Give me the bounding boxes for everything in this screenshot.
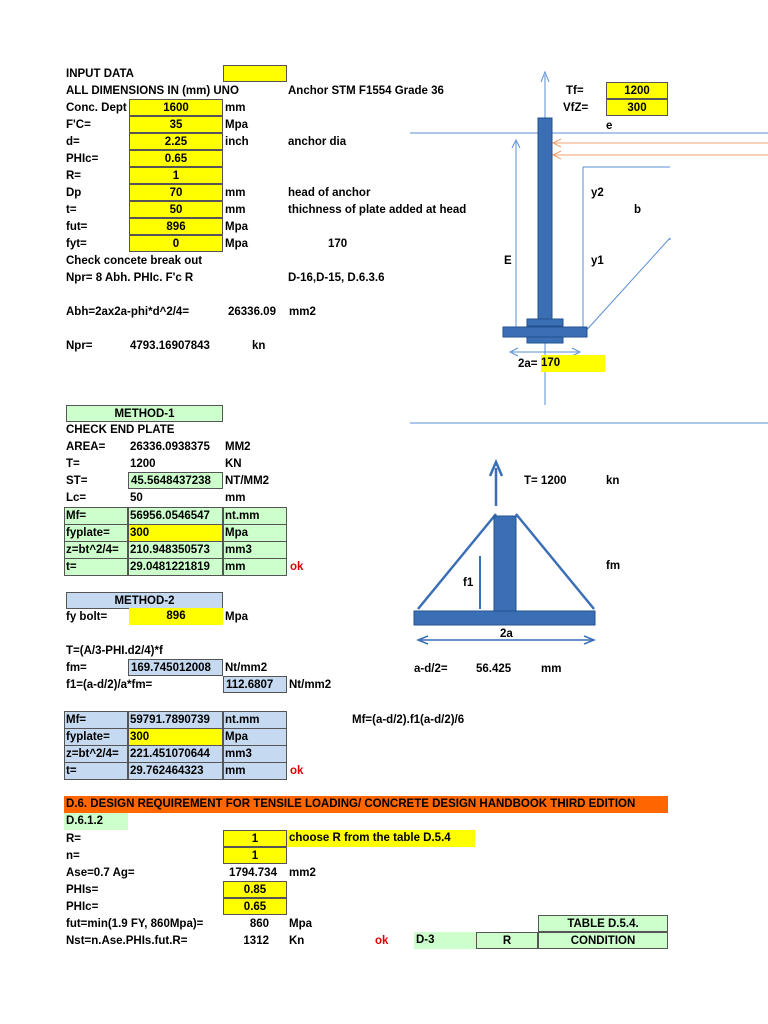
npr-unit: kn [252,340,266,352]
t2-value: 29.762464323 [130,765,204,777]
ok-status-2: ok [290,765,304,777]
label-2a: 2a= [518,358,538,370]
row-unit: inch [225,136,249,148]
label-y1: y1 [591,255,604,267]
check-breakout: Check concete break out [66,255,203,267]
check-end-plate: CHECK END PLATE [66,424,175,436]
phis-label: PHIs= [66,884,99,896]
t-unit: mm [225,561,246,573]
mf2-label: Mf= [66,714,87,726]
anchor-washer [527,337,563,343]
row-unit: mm [225,187,246,199]
ad-value: 56.425 [476,663,512,675]
z-value: 210.948350573 [130,544,210,556]
row-unit: Mpa [225,238,248,250]
mf-label: Mf= [66,510,87,522]
row-label: R= [66,170,82,182]
label-b: b [634,204,642,216]
input-t[interactable]: 50 [129,201,223,218]
d6-r-label: R= [66,833,82,845]
t2-label: t= [66,765,77,777]
area-value: 26336.0938375 [130,441,210,453]
z-unit: mm3 [225,544,252,556]
row-unit: Mpa [225,119,248,131]
label-e: e [606,120,613,132]
z2-label: z=bt^2/4= [66,748,119,760]
row-note: head of anchor [288,187,371,199]
area-unit: MM2 [225,441,251,453]
ok-status: ok [290,561,304,573]
table-d54-title: TABLE D.5.4. [538,915,668,932]
lc-unit: mm [225,492,246,504]
label-E: E [504,255,512,267]
lc-label: Lc= [66,492,87,504]
fut-unit: Mpa [289,918,312,930]
diagram2-T: T= 1200 [524,475,567,487]
fut-value: 860 [249,918,269,930]
row-note: 170 [328,238,348,250]
fybolt-unit: Mpa [225,611,248,623]
ase-unit: mm2 [289,867,316,879]
t2-unit: mm [225,765,246,777]
ad-label: a-d/2= [414,663,448,675]
input-d[interactable]: 2.25 [129,133,223,150]
input-phic-d6[interactable]: 0.65 [223,898,287,915]
label-fm: fm [606,560,621,572]
nst-label: Nst=n.Ase.PHIs.fut.R= [66,935,188,947]
st-value: 45.5648437238 [128,472,223,489]
t-formula: T=(A/3-PHI.d2/4)*f [66,645,163,657]
ad-unit: mm [541,663,562,675]
ase-label: Ase=0.7 Ag= [66,867,135,879]
fyplate-label: fyplate= [66,527,110,539]
table-col-r: R [476,932,538,949]
method2-title: METHOD-2 [66,592,223,609]
anchor-nut [527,319,563,326]
z2-unit: mm3 [225,748,252,760]
row-note: thichness of plate added at head [288,204,467,216]
nst-unit: Kn [289,935,305,947]
z-label: z=bt^2/4= [66,544,119,556]
npr-reference: D-16,D-15, D.6.3.6 [288,272,385,284]
anchor-head-plate [503,327,587,337]
T-unit: KN [225,458,242,470]
phic-label: PHIc= [66,901,99,913]
table-col-condition: CONDITION [538,932,668,949]
d6-r-note: choose R from the table D.5.4 [287,830,475,847]
ase-value: 1794.734 [229,867,277,879]
abh-unit: mm2 [289,306,316,318]
mf-unit: nt.mm [225,510,260,522]
lc-value: 50 [130,492,143,504]
mf2-unit: nt.mm [225,714,260,726]
T-label: T= [66,458,80,470]
diagram2-T-unit: kn [606,475,620,487]
input-title: INPUT DATA [66,68,134,80]
mf2-formula: Mf=(a-d/2).f1(a-d/2)/6 [352,714,465,726]
row-unit: mm [225,102,246,114]
table-col-d3: D-3 [414,932,476,949]
input-conc-depth[interactable]: 1600 [129,99,223,116]
dimensions-note: ALL DIMENSIONS IN (mm) UNO [66,85,239,97]
row-note: anchor dia [288,136,347,148]
fyplate2-label: fyplate= [66,731,110,743]
row-label: d= [66,136,80,148]
input-r[interactable]: 1 [129,167,223,184]
input-fc[interactable]: 35 [129,116,223,133]
end-plate [414,611,595,625]
npr-formula: Npr= 8 Abh. PHIc. F'c R [66,272,194,284]
mf2-value: 59791.7890739 [130,714,210,726]
fm-value: 169.745012008 [128,659,223,676]
label-f1: f1 [463,577,474,589]
input-fyplate-2[interactable]: 300 [130,731,150,743]
row-unit: Mpa [225,221,248,233]
st-unit: NT/MM2 [225,475,270,487]
input-phis[interactable]: 0.85 [223,881,287,898]
npr-label: Npr= [66,340,93,352]
T-value: 1200 [130,458,156,470]
ok-status-3: ok [375,935,389,947]
input-phic[interactable]: 0.65 [129,150,223,167]
label-y2: y2 [591,187,604,199]
input-vfz[interactable]: 300 [606,99,668,116]
input-fyplate-1[interactable]: 300 [130,527,150,539]
anchor-spec: Anchor STM F1554 Grade 36 [288,85,444,97]
row-label: t= [66,204,77,216]
npr-value: 4793.16907843 [130,340,210,352]
input-d6-n[interactable]: 1 [223,847,287,864]
t-value: 29.0481221819 [130,561,210,573]
area-label: AREA= [66,441,106,453]
nst-value: 1312 [243,935,269,947]
row-label: fyt= [66,238,87,250]
anchor-rod [538,118,552,324]
fyplate-unit: Mpa [225,527,248,539]
f1-unit: Nt/mm2 [289,679,332,691]
vfz-label: VfZ= [563,102,589,114]
d6-n-label: n= [66,850,80,862]
f1-value: 112.6807 [223,676,287,693]
row-label: fut= [66,221,88,233]
abh-value: 26336.09 [228,306,276,318]
fm-unit: Nt/mm2 [225,662,268,674]
label-2a-plate: 2a [500,628,513,640]
row-label: F'C= [66,119,91,131]
row-label: Dp [66,187,82,199]
method1-title: METHOD-1 [66,405,223,422]
input-dp[interactable]: 70 [129,184,223,201]
row-label: PHIc= [66,153,99,165]
row-unit: mm [225,204,246,216]
fut-label: fut=min(1.9 FY, 860Mpa)= [66,918,204,930]
t-label: t= [66,561,77,573]
st-label: ST= [66,475,88,487]
fyplate2-unit: Mpa [225,731,248,743]
fm-label: fm= [66,662,87,674]
input-tf[interactable]: 1200 [606,82,668,99]
z2-value: 221.451070644 [130,748,210,760]
f1-label: f1=(a-d/2)/a*fm= [66,679,153,691]
plate-rod [494,516,516,611]
input-fut[interactable]: 896 [129,218,223,235]
tf-label: Tf= [566,85,584,97]
d6-heading: D.6. DESIGN REQUIREMENT FOR TENSILE LOADING/ CONCRETE DESIGN HANDBOOK THIRD EDITION [64,796,668,813]
abh-formula: Abh=2ax2a-phi*d^2/4= [66,306,190,318]
mf-value: 56956.0546547 [130,510,210,522]
input-d6-r[interactable]: 1 [223,830,287,847]
fybolt-label: fy bolt= [66,611,108,623]
input-2a[interactable]: 170 [541,355,605,372]
d6-subsection: D.6.1.2 [64,813,128,830]
input-fyt[interactable]: 0 [129,235,223,252]
row-label: Conc. Dept [66,102,127,114]
input-fy-bolt[interactable]: 896 [129,608,223,625]
